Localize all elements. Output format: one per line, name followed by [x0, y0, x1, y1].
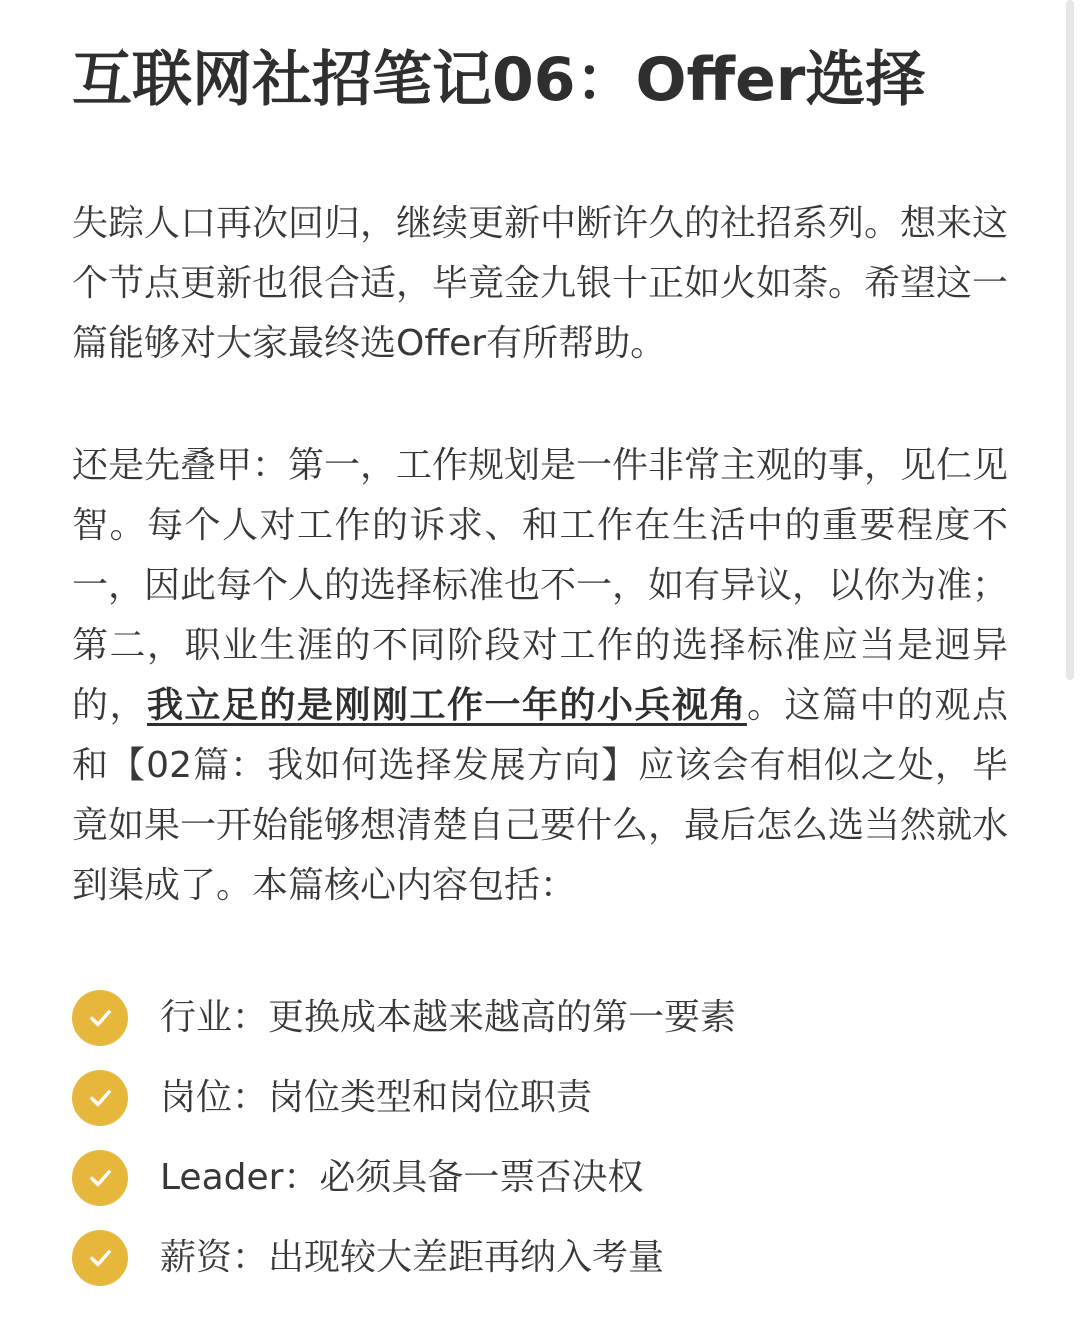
intro-paragraph: 失踪人口再次回归，继续更新中断许久的社招系列。想来这个节点更新也很合适，毕竟金九银十正如火如荼。希望这一篇能够对大家最终选Offer有所帮助。 — [72, 203, 1009, 364]
check-circle-icon — [72, 990, 128, 1046]
checklist-item — [72, 978, 972, 1058]
check-circle-icon — [72, 1230, 128, 1286]
key-points-checklist — [72, 978, 972, 1298]
checklist-item-text: 行业：更换成本越来越高的第一要素 — [160, 997, 737, 1038]
check-circle-icon — [72, 1150, 128, 1206]
checklist-item — [72, 1218, 972, 1298]
page-title: 互联网社招笔记06：Offer选择 — [72, 45, 926, 115]
disclaimer-text-before: 还是先叠甲：第一，工作规划是一件非常主观的事，见仁见智。每个人对工作的诉求、和工作在生活中的重要程度不一，因此每个人的选择标准也不一，如有异议，以你为准；第二，职业生涯的不同阶段对工作的选择标准应当是迥异的， — [72, 445, 1009, 726]
checklist-item-text: 岗位：岗位类型和岗位职责 — [160, 1077, 593, 1118]
checklist-item — [72, 1058, 972, 1138]
emphasis-text: 我立足的是刚刚工作一年的小兵视角 — [147, 685, 747, 726]
checklist-item-text: Leader：必须具备一票否决权 — [160, 1157, 644, 1198]
disclaimer-paragraph — [72, 436, 1008, 916]
disclaimer-text-after: 。这篇中的观点和【02篇：我如何选择发展方向】应该会有相似之处，毕竟如果一开始能够想清楚自己要什么，最后怎么选当然就水到渠成了。本篇核心内容包括： — [72, 685, 1009, 906]
checklist-item — [72, 1138, 972, 1218]
checklist-item-text: 薪资：出现较大差距再纳入考量 — [160, 1237, 665, 1278]
scrollbar[interactable] — [1066, 0, 1074, 680]
check-circle-icon — [72, 1070, 128, 1126]
